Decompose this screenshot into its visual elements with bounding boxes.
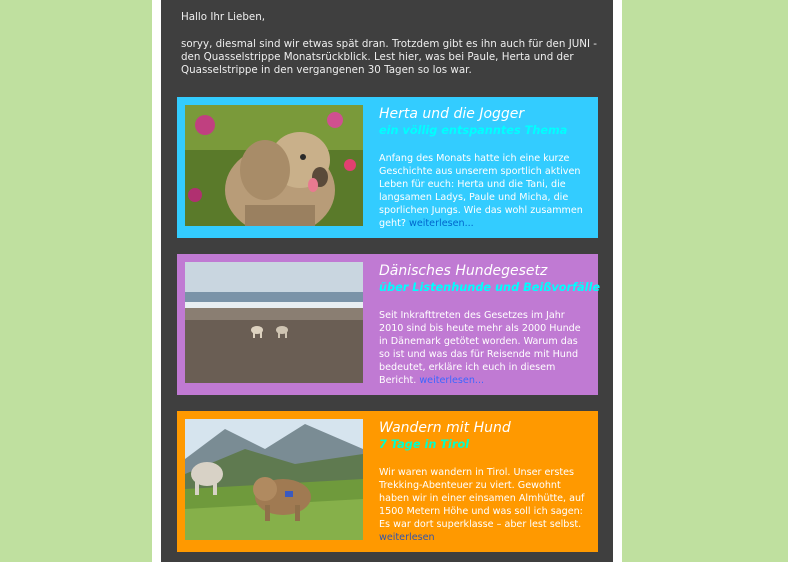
article-photo-dog-portrait[interactable] [185, 105, 363, 226]
article-subtitle: über Listenhunde und Beißvorfälle [379, 281, 601, 294]
read-more-link[interactable]: weiterlesen... [419, 375, 485, 386]
article-title: Wandern mit Hund [379, 420, 511, 436]
article-photo-mountain-dogs[interactable] [185, 419, 363, 540]
article-teaser [379, 152, 591, 230]
article-teaser [379, 466, 591, 544]
article-card-wandern [177, 411, 598, 552]
article-teaser-text: Anfang des Monats hatte ich eine kurze Geschichte aus unserem sportlich aktiven Leben für euch: Herta und die Tani, die langsamen Ladys, Paule und Micha, die sporlichen Jungs. Wie das wohl zusammen geht? [379, 153, 583, 229]
article-teaser [379, 309, 591, 387]
article-subtitle: 7 Tage in Tirol [379, 438, 470, 451]
article-card-hundegesetz [177, 254, 601, 395]
read-more-link[interactable]: weiterlesen... [409, 218, 474, 229]
article-title: Herta und die Jogger [379, 106, 525, 122]
read-more-link[interactable]: weiterlesen [379, 532, 435, 543]
article-title: Dänisches Hundegesetz [379, 263, 548, 279]
article-teaser-text: Wir waren wandern in Tirol. Unser erstes Trekking-Abenteuer zu viert. Gewohnt haben wir in einer einsamen Almhütte, auf 1500 Metern Höhe und was soll ich sagen: Es war dort superklasse – aber lest selbst. [379, 467, 585, 530]
greeting: Hallo Ihr Lieben, [181, 11, 266, 23]
article-teaser-text: Seit Inkrafttreten des Gesetzes im Jahr 2010 sind bis heute mehr als 2000 Hunde in Dänemark getötet worden. Warum das so ist und was das für Reisende mit Hund bedeutet, erkläre ich euch in diesem Bericht. [379, 310, 581, 386]
intro-text: soryy, diesmal sind wir etwas spät dran. Trotzdem gibt es ihn auch für den JUNI - den Quasselstrippe Monatsrückblick. Lest hier, was bei Paule, Herta und der Quasselstrippe in den vergangenen 30 Tagen so los war. [181, 38, 597, 76]
article-subtitle: ein völlig entspanntes Thema [379, 124, 568, 137]
article-card-herta [177, 97, 598, 238]
article-photo-beach-dogs[interactable] [185, 262, 363, 383]
